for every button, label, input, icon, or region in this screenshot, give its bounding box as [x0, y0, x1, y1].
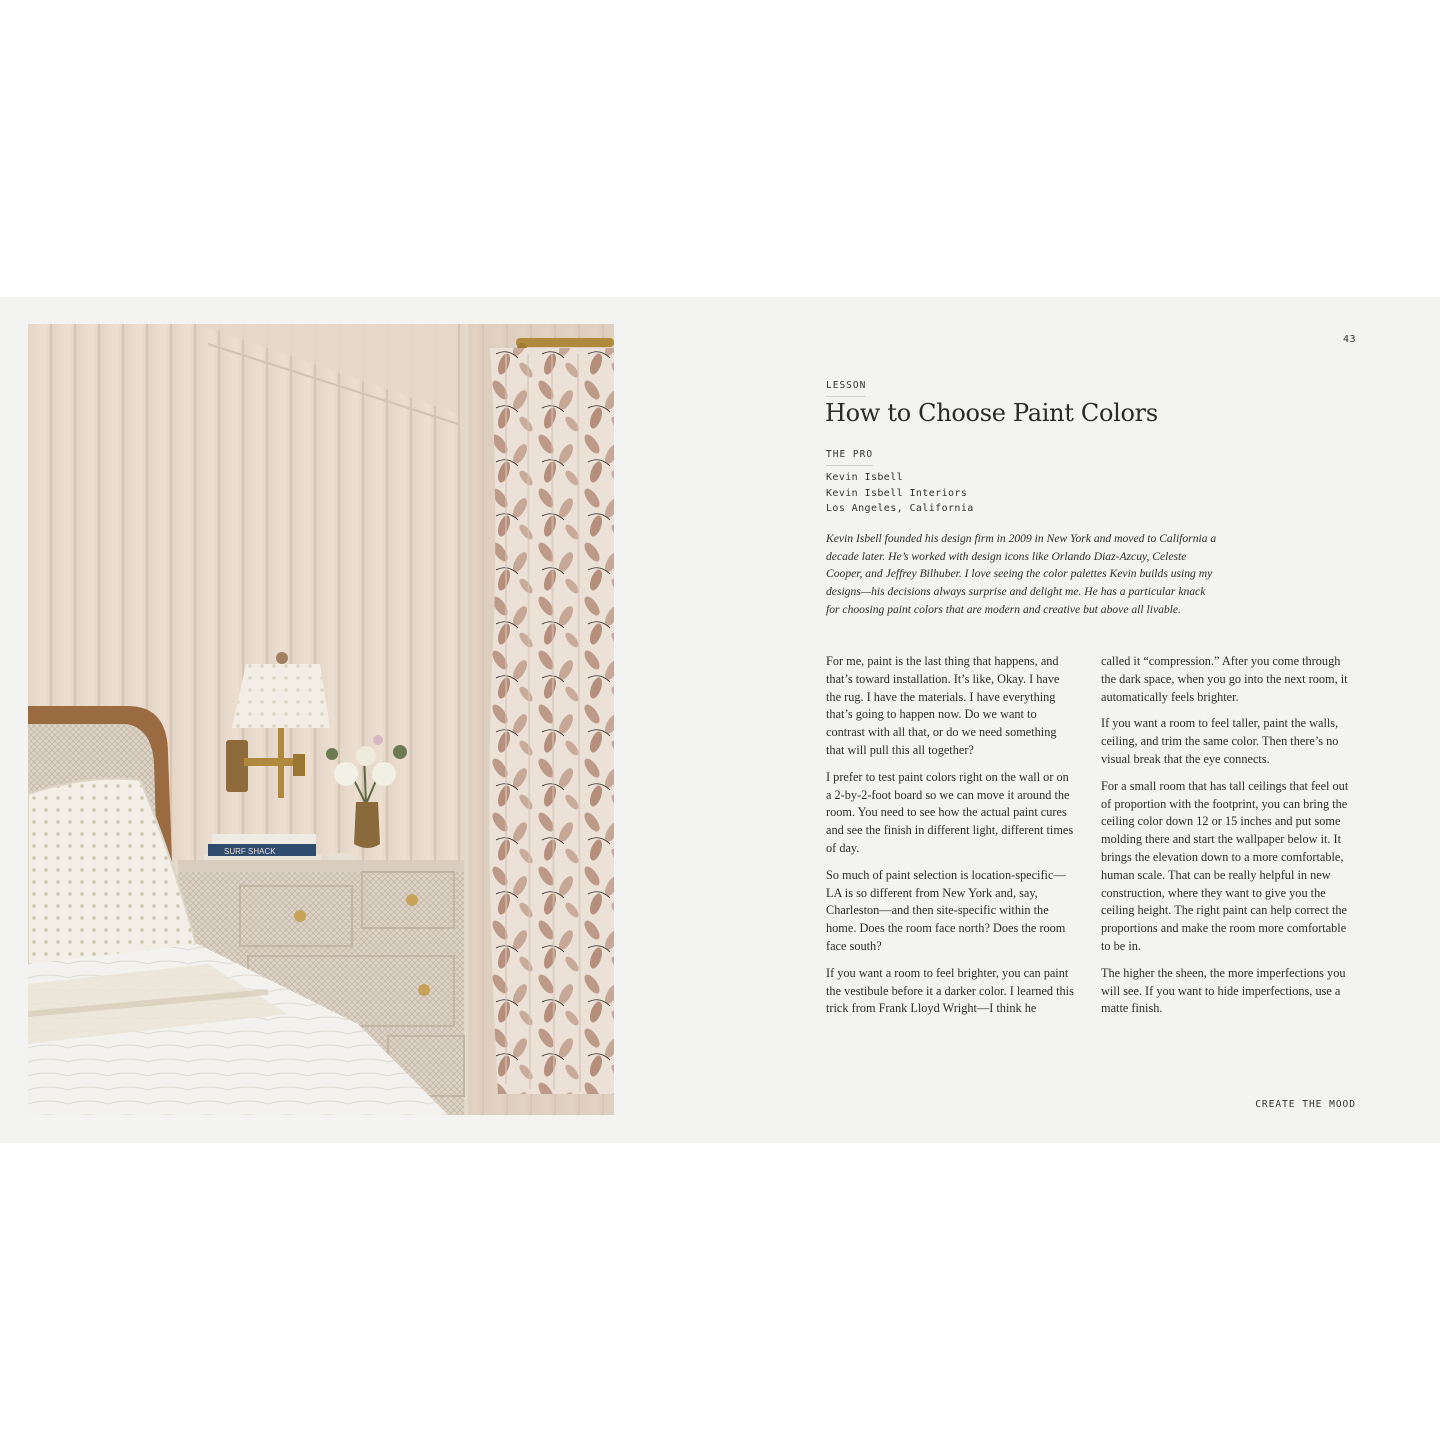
body-paragraph: The higher the sheen, the more imperfections you will see. If you want to hide imperfections, use a matte finish.	[1101, 965, 1346, 1016]
body-paragraph: So much of paint selection is location-specific—LA is so different from New York and, say, Charleston—and then site-specific within the home. Does the room face north? Does the room face south?	[826, 867, 1066, 953]
pro-details	[826, 470, 974, 517]
lesson-label: LESSON	[826, 380, 866, 397]
body-column-left	[826, 653, 1076, 1027]
pro-name: Kevin Isbell	[826, 472, 904, 483]
body-paragraph: For a small room that has tall ceilings that feel out of proportion with the footprint, you can bring the ceiling color down 12 or 15 inches and put some molding there and start the wallpaper below it. It brings the elevation down to a more comfortable, human scale. That can be really helpful in new construction, where they want to give you the ceiling height. The right paint can help correct the proportions and make the room more comfortable to be in.	[1101, 778, 1349, 953]
page-title: How to Choose Paint Colors	[825, 399, 1158, 427]
body-paragraph: I prefer to test paint colors right on the wall or on a 2-by-2-foot board so we can move it around the room. You need to see how the actual paint cures and see the finish in different light, different times of day.	[826, 769, 1074, 855]
bedroom-illustration	[28, 324, 614, 1115]
body-paragraph: If you want a room to feel brighter, you can paint the vestibule before it a darker color. I learned this trick from Frank Lloyd Wright—I think he	[826, 965, 1074, 1016]
pro-company: Kevin Isbell Interiors	[826, 487, 968, 499]
pro-location: Los Angeles, California	[826, 503, 974, 514]
pro-label: THE PRO	[826, 449, 873, 466]
section-footer: CREATE THE MOOD	[1255, 1099, 1356, 1110]
body-paragraph: called it “compression.” After you come through the dark space, when you go into the next room, it automatically feels brighter.	[1101, 654, 1348, 704]
intro-paragraph: Kevin Isbell founded his design firm in 2009 in New York and moved to California a decade later. He’s worked with design icons like Orlando Diaz-Azcuy, Celeste Cooper, and Jeffrey Bilhuber. I love seeing the color palettes Kevin builds using my designs—his decisions always surprise and delight me. He has a particular knack for choosing paint colors that are modern and creative but above all livable.	[826, 532, 1217, 616]
body-column-right	[1101, 653, 1351, 1027]
book-spine-text: SURF SHACK	[224, 847, 276, 856]
page-number: 43	[1342, 334, 1356, 345]
body-paragraph: For me, paint is the last thing that happens, and that’s toward installation. It’s like, Okay. I have the rug. I have the materials. I have everything that’s going to happen now. Do we want to contrast with all that, or do we need something that will pull this all together?	[826, 654, 1060, 757]
body-paragraph: If you want a room to feel taller, paint the walls, ceiling, and trim the same color. Then there’s no visual break that the eye connects.	[1101, 716, 1339, 766]
book-spread	[0, 297, 1440, 1143]
bedroom-photo	[28, 324, 614, 1115]
